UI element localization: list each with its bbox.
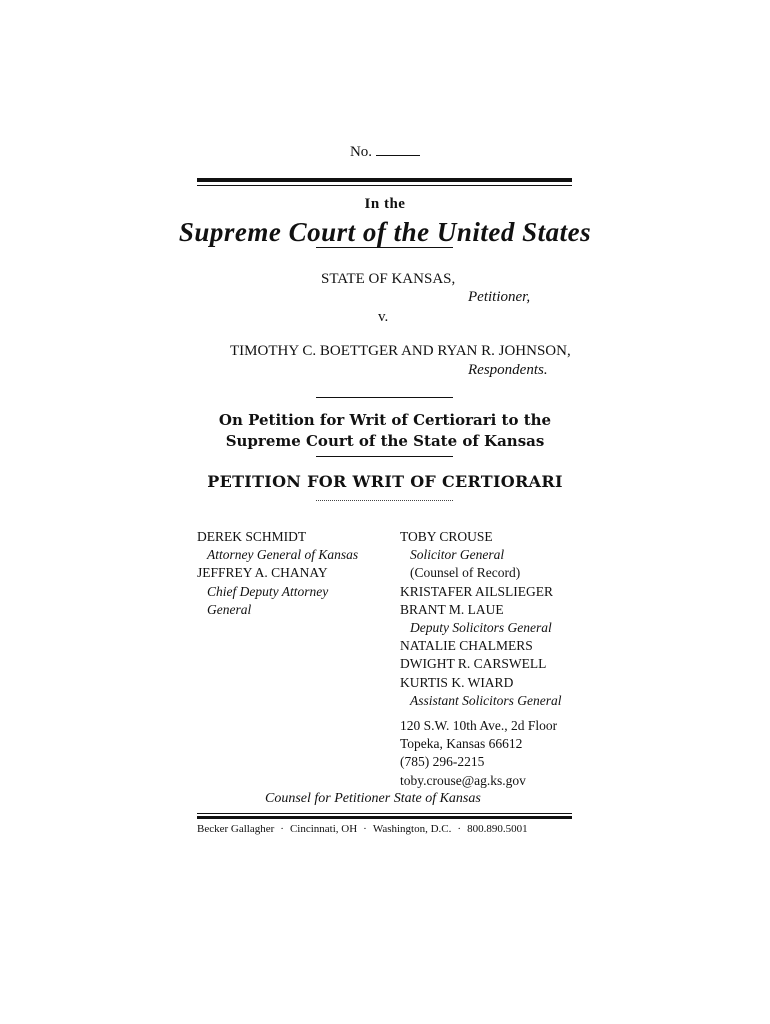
top-rule-thin — [197, 185, 572, 186]
respondent-name: TIMOTHY C. BOETTGER AND RYAN R. JOHNSON, — [230, 343, 571, 359]
counsel-right-line: Assistant Solicitors General — [410, 692, 562, 708]
counsel-right-line: Deputy Solicitors General — [410, 620, 552, 636]
court-name: Supreme Court of the United States — [178, 217, 592, 247]
divider-2 — [316, 397, 453, 398]
docket-number-label: No. — [349, 144, 373, 160]
petitioner-role: Petitioner, — [468, 289, 531, 305]
petitioner-name: STATE OF KANSAS, — [321, 271, 456, 287]
bottom-rule-thick — [197, 816, 572, 819]
counsel-right-line: Solicitor General — [410, 547, 505, 563]
counsel-right-column — [400, 528, 562, 710]
counsel-right-line: DWIGHT R. CARSWELL — [400, 656, 547, 672]
address-email: toby.crouse@ag.ks.gov — [400, 772, 526, 788]
address-city: Topeka, Kansas 66612 — [400, 736, 523, 752]
footer-phone: 800.890.5001 — [467, 823, 528, 835]
docket-number — [0, 143, 770, 161]
footer-city-1: Cincinnati, OH — [289, 823, 358, 835]
divider-4-dotted — [316, 500, 453, 501]
footer-city-2: Washington, D.C. — [372, 823, 452, 835]
respondent-role: Respondents. — [468, 362, 548, 378]
divider-3 — [316, 456, 453, 457]
divider-1 — [316, 247, 453, 248]
on-petition-line-1: On Petition for Writ of Certiorari to the — [218, 411, 552, 429]
footer-separator: · — [363, 823, 367, 835]
versus-label: v. — [378, 309, 389, 325]
docket-number-blank — [376, 143, 420, 156]
counsel-left-line: DEREK SCHMIDT — [197, 529, 307, 544]
on-petition-line-2: Supreme Court of the State of Kansas — [225, 432, 545, 450]
address-block — [400, 717, 557, 790]
counsel-right-line: TOBY CROUSE — [400, 529, 493, 544]
bottom-rule-thin — [197, 813, 572, 814]
counsel-left-line: Attorney General of Kansas — [207, 547, 359, 563]
printer-footer — [197, 823, 528, 835]
footer-printer: Becker Gallagher — [197, 823, 275, 835]
counsel-right-line: KRISTAFER AILSLIEGER — [400, 583, 554, 599]
counsel-left-column — [197, 528, 358, 619]
address-phone: (785) 296-2215 — [400, 754, 485, 770]
footer-separator: · — [457, 823, 462, 835]
top-rule-thick — [197, 178, 572, 182]
counsel-right-line: KURTIS K. WIARD — [400, 674, 514, 690]
in-the-label: In the — [364, 196, 406, 212]
footer-separator: · — [280, 823, 284, 835]
counsel-left-line: Chief Deputy Attorney — [207, 583, 329, 599]
counsel-left-line: General — [207, 601, 252, 617]
document-title: PETITION FOR WRIT OF CERTIORARI — [207, 472, 563, 491]
counsel-right-line: BRANT M. LAUE — [400, 601, 504, 617]
address-street: 120 S.W. 10th Ave., 2d Floor — [400, 718, 558, 733]
counsel-right-line: (Counsel of Record) — [410, 565, 521, 581]
counsel-for-line: Counsel for Petitioner State of Kansas — [265, 791, 481, 806]
counsel-right-line: NATALIE CHALMERS — [400, 638, 533, 654]
counsel-left-line: JEFFREY A. CHANAY — [197, 565, 328, 581]
